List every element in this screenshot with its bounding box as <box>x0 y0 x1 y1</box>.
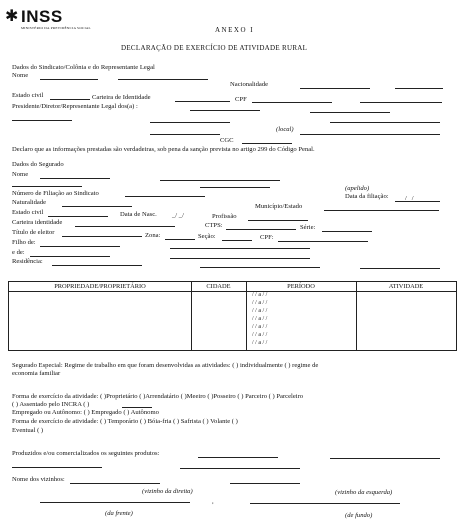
voter-id-field <box>62 236 142 237</box>
insured-id-card-label: Carteira identidade <box>12 219 63 226</box>
residence-field-3 <box>360 268 440 269</box>
table-header-period: PERÍODO <box>246 282 356 292</box>
naturality-field <box>62 206 132 207</box>
products-field-3 <box>12 467 102 468</box>
special-insured-line2: economia familiar <box>12 370 61 377</box>
table-row: / / a / / <box>252 300 268 306</box>
activity-line4: Forma de exercício de atividade: ( ) Temporário ( ) Bóia-fria ( ) Safrista ( ) Volante ( ) <box>12 418 238 425</box>
union-name-field-2 <box>118 79 208 80</box>
voter-id-label: Título de eleitor <box>12 229 55 236</box>
activity-line3: Empregado ou Autônomo: ( ) Empregado ( ) Autônomo <box>12 409 159 416</box>
union-id-card-label: Carteira de Identidade <box>92 94 151 101</box>
annex-label: ANEXO I <box>215 26 255 34</box>
table-row: / / a / / <box>252 340 268 346</box>
insured-name-field <box>40 178 110 179</box>
membership-number-field <box>125 196 205 197</box>
zone-field <box>165 239 195 240</box>
insured-cpf-field <box>278 241 368 242</box>
series-label: Série: <box>300 224 316 231</box>
membership-date-field <box>395 201 440 202</box>
insured-civil-status-label: Estado civil <box>12 209 44 216</box>
insured-heading: Dados do Segurado <box>12 161 64 168</box>
union-civil-status-field <box>50 99 90 100</box>
nationality-field <box>300 88 370 89</box>
table-divider <box>356 282 357 350</box>
back-neighbor-label: (de fundo) <box>345 512 373 519</box>
logo-subtitle: MINISTÉRIO DA PREVIDÊNCIA SOCIAL <box>21 26 91 30</box>
insured-name-field-4 <box>200 187 270 188</box>
insured-name-label: Nome <box>12 171 29 178</box>
form-title: DECLARAÇÃO DE EXERCÍCIO DE ATIVIDADE RURAL <box>121 44 308 52</box>
table-row: / / a / / <box>252 316 268 322</box>
president-field <box>190 110 260 111</box>
special-insured-line1: Segurado Especial: Regime de trabalho em que foram desenvolvidas as atividades: ( ) individualmente ( ) regime de <box>12 362 319 369</box>
residence-field-2 <box>200 267 320 268</box>
nationality-label: Nacionalidade <box>230 81 269 88</box>
neighbors-field-2 <box>230 483 300 484</box>
residence-field <box>52 265 142 266</box>
table-header-property: PROPRIEDADE/PROPRIETÁRIO <box>9 282 191 292</box>
table-row: / / a / / <box>252 308 268 314</box>
neighbors-label: Nome dos vizinhos: <box>12 476 65 483</box>
ctps-label: CTPS: <box>205 222 223 229</box>
property-table <box>8 281 457 351</box>
neighbors-field <box>70 483 160 484</box>
union-heading: Dados do Sindicato/Colônia e do Representante Legal <box>12 64 155 71</box>
inss-cross-emblem-icon: ✱ <box>5 8 19 25</box>
president-field-5 <box>330 122 440 123</box>
cgc-label: CGC <box>220 137 234 144</box>
local-field-2 <box>300 134 440 135</box>
left-neighbor-label: (vizinho da esquerda) <box>335 489 393 496</box>
nickname-label: (apelido) <box>345 185 370 192</box>
table-row: / / a / / <box>252 292 268 298</box>
city-state-field <box>324 210 439 211</box>
president-field-3 <box>12 120 72 121</box>
profession-field <box>248 220 308 221</box>
table-row: / / a / / <box>252 324 268 330</box>
insured-name-field-3 <box>12 186 82 187</box>
table-header-activity: ATIVIDADE <box>356 282 456 292</box>
declaration-text: Declaro que as informações prestadas são verdadeiras, sob pena da sanção prevista no artigo 299 do Código Penal. <box>12 146 315 153</box>
city-state-label: Município/Estado <box>255 203 303 210</box>
back-neighbor-field <box>250 503 400 504</box>
naturality-label: Naturalidade <box>12 199 47 206</box>
comma-separator: , <box>212 498 214 505</box>
section-field <box>222 240 252 241</box>
activity-line5: Eventual ( ) <box>12 427 44 434</box>
local-field <box>150 134 220 135</box>
and-of-field-2 <box>170 258 310 259</box>
birth-date-label: Data de Nasc. <box>120 211 157 218</box>
child-of-field-2 <box>170 248 310 249</box>
child-of-label: Filho de: <box>12 239 36 246</box>
front-neighbor-label: (da frente) <box>105 510 133 517</box>
profession-label: Profissão <box>212 213 237 220</box>
union-id-card-field <box>175 101 230 102</box>
products-field-4 <box>180 468 300 469</box>
ctps-field <box>226 229 296 230</box>
logo-text: INSS <box>21 7 63 26</box>
union-cpf-field <box>252 102 332 103</box>
president-field-2 <box>310 112 390 113</box>
products-field-2 <box>330 458 440 459</box>
president-label: Presidente/Diretor/Representante Legal dos(a) : <box>12 103 138 110</box>
activity-other-field <box>122 407 152 408</box>
table-header-city: CIDADE <box>191 282 246 292</box>
president-field-4 <box>150 122 230 123</box>
series-field <box>322 231 372 232</box>
cgc-field <box>242 143 292 144</box>
and-of-label: e de: <box>12 249 25 256</box>
activity-line2: ( ) Assentado pelo INCRA ( ) <box>12 401 90 408</box>
products-label: Produzidos e/ou comercializados os seguintes produtos: <box>12 450 160 457</box>
union-civil-status-label: Estado civil <box>12 92 44 99</box>
membership-number-label: Número de Filiação ao Sindicato <box>12 190 99 197</box>
section-label: Seção: <box>198 233 216 240</box>
insured-name-field-2 <box>160 180 280 181</box>
birth-date-slashes: _/ _/ <box>172 212 184 219</box>
table-divider <box>191 282 192 350</box>
union-cpf-label: CPF <box>235 96 247 103</box>
insured-civil-status-field <box>48 216 108 217</box>
products-field <box>198 457 278 458</box>
inss-logo <box>5 8 97 34</box>
insured-cpf-label: CPF: <box>260 234 274 241</box>
activity-line1: Forma de exercício da atividade: ( )Proprietário ( )Arrendatário ( )Meeiro ( )Posseiro ( ) Parceiro ( ) Parceleiro <box>12 393 304 400</box>
and-of-field <box>30 256 110 257</box>
union-name-label: Nome <box>12 72 29 79</box>
table-divider <box>246 282 247 350</box>
front-neighbor-field <box>40 502 190 503</box>
membership-date-slashes: / / <box>405 195 414 202</box>
insured-id-card-field <box>75 226 175 227</box>
union-name-field <box>40 79 98 80</box>
residence-label: Residência: <box>12 258 43 265</box>
nationality-field-2 <box>395 88 443 89</box>
table-row: / / a / / <box>252 332 268 338</box>
zone-label: Zona: <box>145 232 161 239</box>
child-of-field <box>40 246 120 247</box>
local-label: (local) <box>276 126 294 133</box>
membership-date-label: Data da filiação: <box>345 193 389 200</box>
union-cpf-field-2 <box>360 102 442 103</box>
right-neighbor-label: (vizinho da direita) <box>142 488 193 495</box>
